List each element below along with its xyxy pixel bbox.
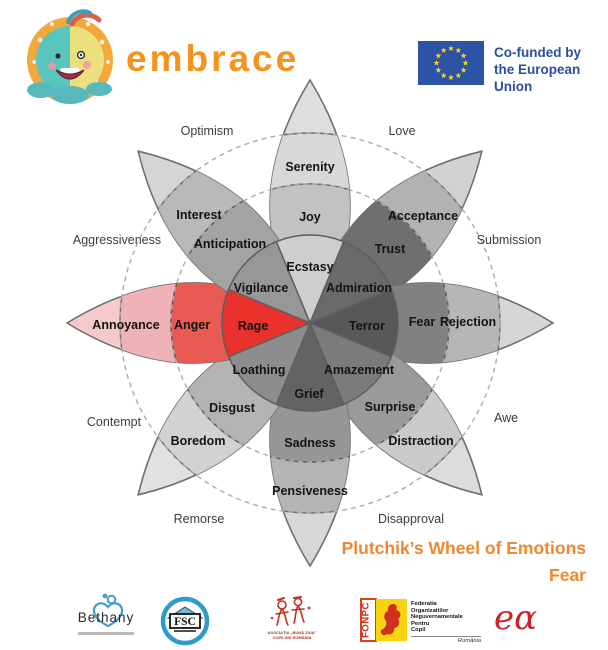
label-disapproval: Disapproval <box>377 512 445 526</box>
wheel-caption <box>300 535 586 589</box>
fsc-logo-text: FSC <box>174 616 196 628</box>
label-sadness: Sadness <box>284 436 336 450</box>
label-fear: Fear <box>408 315 436 329</box>
label-aggressiveness: Aggressiveness <box>72 233 162 247</box>
label-surprise: Surprise <box>364 400 416 414</box>
label-ecstasy: Ecstasy <box>286 260 334 274</box>
label-remorse: Remorse <box>173 512 225 526</box>
label-acceptance: Acceptance <box>387 209 459 223</box>
children-association-text: ASOCIAȚIA „BUNĂ ZIUA” COPII DIN ROMÂNIA <box>267 630 317 640</box>
label-terror: Terror <box>349 319 385 333</box>
label-anger: Anger <box>173 318 211 332</box>
bethany-logo-text: Bethany <box>77 610 135 625</box>
fsc-logo <box>159 595 211 647</box>
embrace-wordmark: embrace <box>126 38 300 79</box>
label-admiration: Admiration <box>326 281 392 295</box>
label-rejection: Rejection <box>439 315 497 329</box>
eu-funding-label: Co-funded by the European Union <box>494 45 581 94</box>
bethany-logo-smallprint <box>78 632 134 635</box>
label-serenity: Serenity <box>285 160 335 174</box>
label-boredom: Boredom <box>170 434 226 448</box>
fonpc-logo-icon <box>360 598 408 642</box>
label-rage: Rage <box>237 319 269 333</box>
label-interest: Interest <box>176 208 222 222</box>
fonpc-logo-text: Federatia Organizatiilor Neguvernamentale Pentru Copil România <box>411 601 481 644</box>
label-disgust: Disgust <box>209 401 255 415</box>
label-submission: Submission <box>476 233 542 247</box>
label-joy: Joy <box>299 210 321 224</box>
label-contempt: Contempt <box>86 415 142 429</box>
label-love: Love <box>388 124 416 138</box>
fonpc-acronym: FONPC <box>360 602 372 638</box>
label-loathing: Loathing <box>232 363 286 377</box>
label-amazement: Amazement <box>323 363 395 377</box>
label-awe: Awe <box>493 411 519 425</box>
label-distraction: Distraction <box>388 434 454 448</box>
children-association-logo <box>264 596 320 632</box>
label-vigilance: Vigilance <box>233 281 289 295</box>
label-pensiveness: Pensiveness <box>272 484 348 498</box>
label-anticipation: Anticipation <box>193 237 267 251</box>
label-annoyance: Annoyance <box>92 318 160 332</box>
caption-title: Plutchik’s Wheel of Emotions <box>341 538 586 558</box>
caption-subtitle: Fear <box>549 565 586 585</box>
label-optimism: Optimism <box>180 124 234 138</box>
ea-logo: eα <box>494 598 538 638</box>
label-grief: Grief <box>294 387 324 401</box>
fonpc-country-label: România <box>411 636 481 645</box>
label-trust: Trust <box>374 242 406 256</box>
